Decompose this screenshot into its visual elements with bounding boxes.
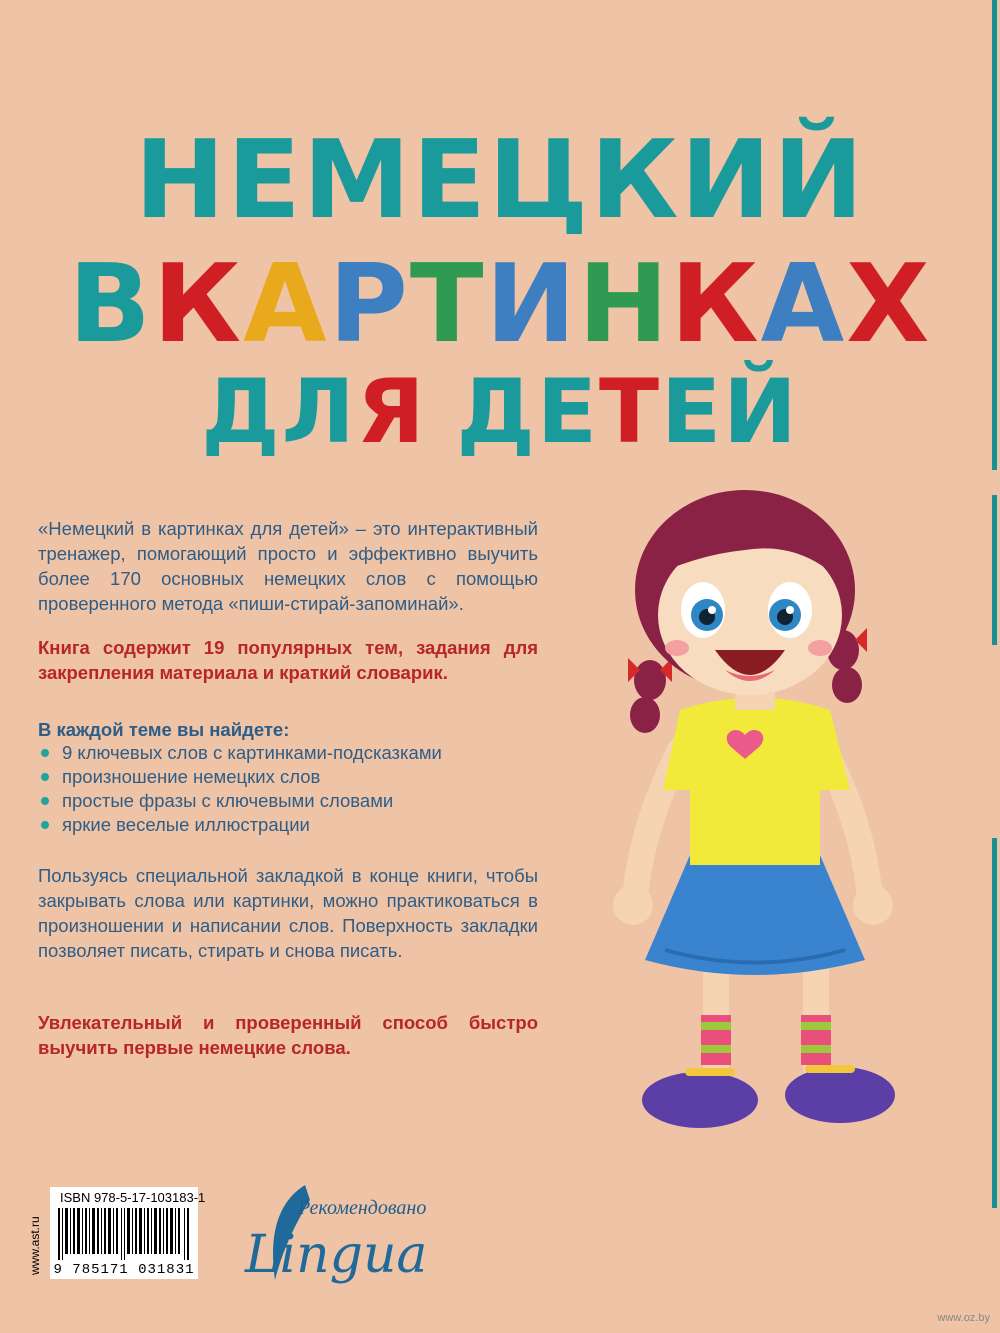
bullet-icon bbox=[41, 797, 49, 805]
title-letter: Е bbox=[536, 360, 599, 463]
watermark: www.oz.by bbox=[937, 1312, 990, 1324]
title-letter: Я bbox=[356, 360, 427, 463]
bullet-icon bbox=[41, 749, 49, 757]
list-item: произношение немецких слов bbox=[38, 765, 442, 789]
title-line-2 bbox=[0, 242, 1000, 367]
title-letter: А bbox=[760, 242, 847, 367]
feature-list bbox=[38, 741, 442, 837]
description-paragraph: «Немецкий в картинках для детей» – это интерактивный тренажер, помогающий просто и эффективно выучить более 170 основных немецких слов с помощью проверенного метода «пиши-стирай-запоминай». bbox=[38, 518, 538, 614]
title-letter: Х bbox=[846, 242, 932, 367]
list-heading: В каждой теме вы найдете: bbox=[38, 719, 290, 740]
contents-paragraph: Книга содержит 19 популярных тем, задания для закрепления материала и краткий словарик. bbox=[38, 637, 538, 683]
recommended-label: Рекомендовано bbox=[298, 1197, 427, 1219]
isbn-label: ISBN 978-5-17-103183-1 bbox=[60, 1190, 206, 1205]
title-letter: Й bbox=[723, 360, 799, 463]
edge-stripe bbox=[992, 495, 997, 645]
title-letter: Т bbox=[409, 242, 486, 367]
title-letter: Д bbox=[456, 360, 537, 463]
bullet-icon bbox=[41, 821, 49, 829]
girl-illustration bbox=[585, 470, 905, 1170]
title-letter: И bbox=[485, 242, 578, 367]
title-letter: К bbox=[670, 242, 761, 367]
title-letter: Е bbox=[660, 360, 724, 463]
lingua-logo: Lingua bbox=[245, 1225, 428, 1285]
title-letter: Р bbox=[328, 242, 410, 367]
title-letter: А bbox=[243, 242, 329, 367]
list-item: простые фразы с ключевыми словами bbox=[38, 789, 442, 813]
title-line-3 bbox=[0, 360, 1000, 463]
barcode bbox=[58, 1208, 190, 1260]
bullet-icon bbox=[41, 773, 49, 781]
list-item: яркие веселые иллюстрации bbox=[38, 813, 442, 837]
title-letter: НЕМЕЦКИЙ bbox=[134, 118, 866, 243]
title-letter: Л bbox=[281, 360, 357, 463]
title-letter: В bbox=[68, 242, 153, 367]
list-item: 9 ключевых слов с картинками-подсказками bbox=[38, 741, 442, 765]
barcode-number: 9 785171 031831 bbox=[53, 1262, 195, 1278]
bookmark-paragraph: Пользуясь специальной закладкой в конце книги, чтобы закрывать слова или картинки, можно практиковаться в произношении и написании слов. Поверхность закладки позволяет писать, стирать и снова писать. bbox=[38, 865, 538, 961]
title-letter: К bbox=[152, 242, 244, 367]
title-letter: Д bbox=[201, 360, 282, 463]
title-letter: Н bbox=[577, 242, 671, 367]
edge-stripe bbox=[992, 838, 997, 1208]
title-line-1 bbox=[0, 118, 1000, 243]
title-letter: Т bbox=[598, 360, 661, 463]
publisher-website: www.ast.ru bbox=[28, 1216, 42, 1275]
slogan-paragraph: Увлекательный и проверенный способ быстро выучить первые немецкие слова. bbox=[38, 1012, 538, 1058]
